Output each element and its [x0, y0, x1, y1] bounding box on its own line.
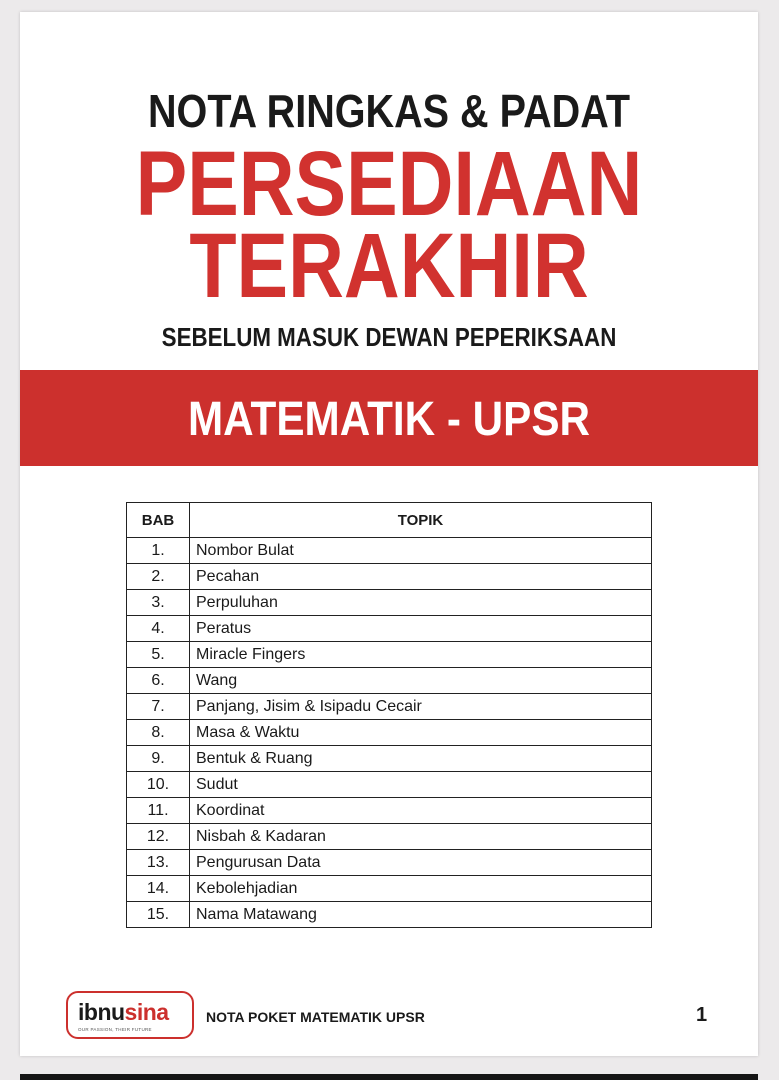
logo-tagline: OUR PASSION, THEIR FUTURE [78, 1027, 152, 1032]
table-row [127, 850, 652, 876]
table-row [127, 538, 652, 564]
topik-cell: Pecahan [190, 564, 652, 590]
banner-text: MATEMATIK - UPSR [187, 393, 591, 446]
topik-cell: Bentuk & Ruang [190, 746, 652, 772]
header-line1: NOTA RINGKAS & PADAT [147, 85, 631, 137]
topik-cell: Koordinat [190, 798, 652, 824]
table-row [127, 642, 652, 668]
topik-cell: Peratus [190, 616, 652, 642]
logo-wordmark [78, 999, 169, 1026]
table-row [127, 590, 652, 616]
bab-cell: 9. [127, 746, 190, 772]
bab-cell: 3. [127, 590, 190, 616]
bab-cell: 2. [127, 564, 190, 590]
bab-cell: 4. [127, 616, 190, 642]
table-row [127, 694, 652, 720]
bab-cell: 11. [127, 798, 190, 824]
table-row [127, 668, 652, 694]
footer-text: NOTA POKET MATEMATIK UPSR [206, 1009, 425, 1025]
table-row [127, 772, 652, 798]
table-row [127, 616, 652, 642]
main-title-line2: TERAKHIR [189, 215, 589, 317]
table-row [127, 798, 652, 824]
topik-cell: Pengurusan Data [190, 850, 652, 876]
topik-cell: Wang [190, 668, 652, 694]
topik-cell: Kebolehjadian [190, 876, 652, 902]
bab-cell: 15. [127, 902, 190, 928]
next-page-edge [20, 1074, 758, 1080]
subtitle: SEBELUM MASUK DEWAN PEPERIKSAAN [161, 322, 617, 352]
table-row [127, 564, 652, 590]
topik-cell: Sudut [190, 772, 652, 798]
table-header-row [127, 503, 652, 538]
table-row [127, 824, 652, 850]
document-page [20, 12, 758, 1056]
topik-cell: Miracle Fingers [190, 642, 652, 668]
header-topik: TOPIK [190, 503, 652, 538]
topics-table [126, 502, 652, 928]
header-bab: BAB [127, 503, 190, 538]
bab-cell: 12. [127, 824, 190, 850]
logo-word-red: sina [124, 999, 169, 1025]
topik-cell: Masa & Waktu [190, 720, 652, 746]
table-row [127, 746, 652, 772]
topik-cell: Panjang, Jisim & Isipadu Cecair [190, 694, 652, 720]
page-number: 1 [696, 1004, 708, 1026]
bab-cell: 7. [127, 694, 190, 720]
table-row [127, 876, 652, 902]
bab-cell: 5. [127, 642, 190, 668]
ibnusina-logo [66, 991, 194, 1039]
bab-cell: 6. [127, 668, 190, 694]
subject-banner [20, 370, 758, 466]
bab-cell: 1. [127, 538, 190, 564]
topik-cell: Perpuluhan [190, 590, 652, 616]
table-row [127, 720, 652, 746]
table-row [127, 902, 652, 928]
bab-cell: 10. [127, 772, 190, 798]
logo-word-black: ibnu [78, 999, 125, 1025]
topik-cell: Nombor Bulat [190, 538, 652, 564]
bab-cell: 14. [127, 876, 190, 902]
bab-cell: 13. [127, 850, 190, 876]
bab-cell: 8. [127, 720, 190, 746]
topik-cell: Nisbah & Kadaran [190, 824, 652, 850]
topik-cell: Nama Matawang [190, 902, 652, 928]
main-title-line1: PERSEDIAAN [135, 133, 643, 235]
